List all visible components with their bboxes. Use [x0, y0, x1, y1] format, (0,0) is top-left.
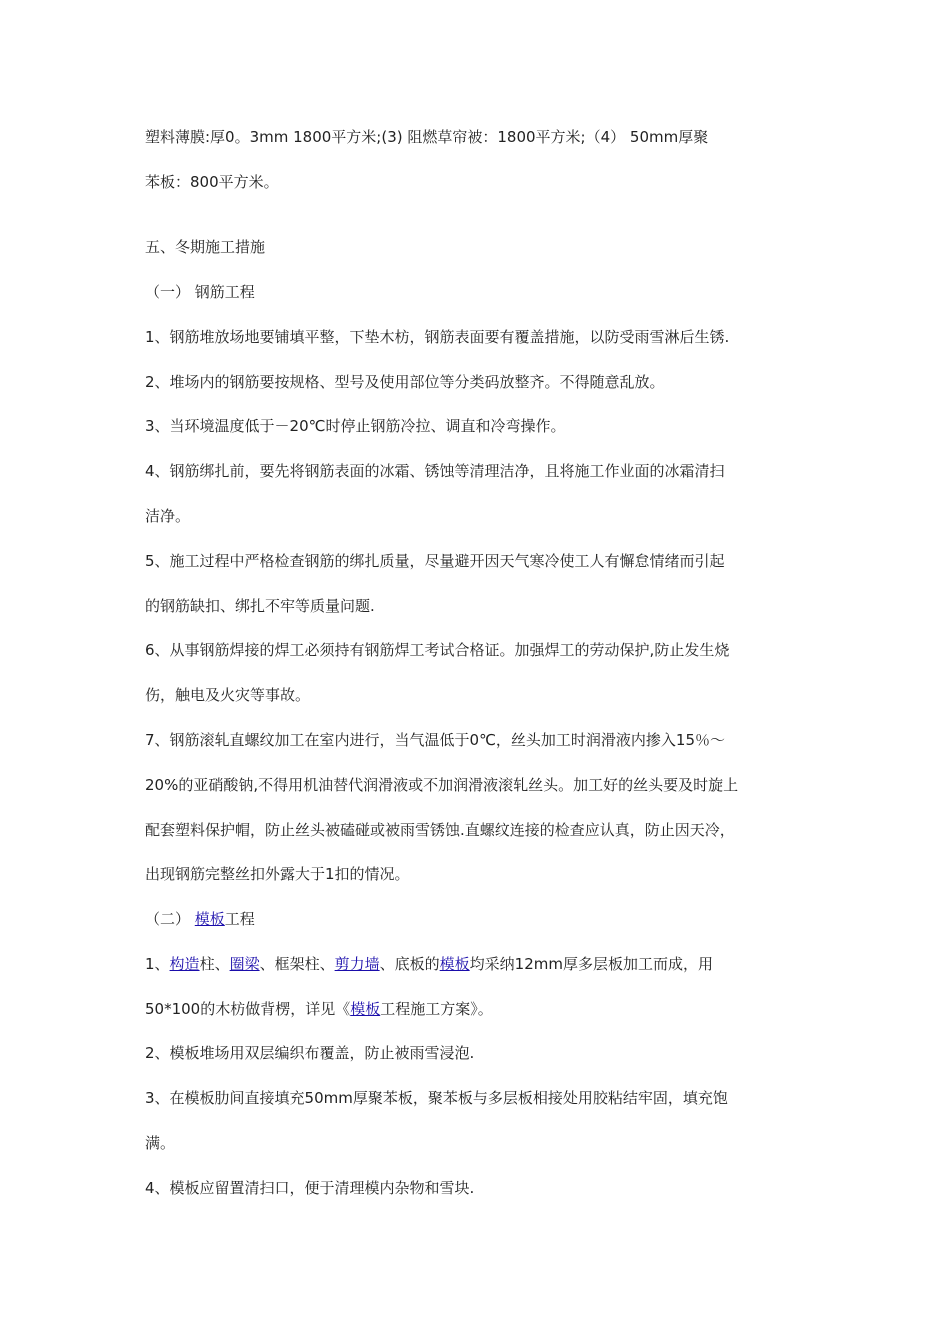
list-item-continuation: [145, 999, 493, 1019]
text-run: 50*100的木枋做背楞，详见《: [145, 1000, 351, 1018]
formwork-link[interactable]: 模板: [350, 1000, 381, 1018]
list-item-continuation: 20%的亚硝酸钠,不得用机油替代润滑液或不加润滑液滚轧丝头。加工好的丝头要及时旋上: [145, 776, 739, 794]
text-run: 、框架柱、: [259, 955, 335, 973]
list-item: 3、在模板肋间直接填充50mm厚聚苯板，聚苯板与多层板相接处用胶粘结牢固，填充饱: [145, 1089, 728, 1107]
subsection-heading: [145, 909, 255, 929]
text-run: 工程施工方案》。: [380, 1000, 493, 1018]
list-item: 2、堆场内的钢筋要按规格、型号及使用部位等分类码放整齐。不得随意乱放。: [145, 373, 665, 391]
structure-link[interactable]: 构造: [169, 955, 200, 973]
list-item: 2、模板堆场用双层编织布覆盖，防止被雨雪浸泡.: [145, 1044, 475, 1062]
ring-beam-link[interactable]: 圈梁: [229, 955, 260, 973]
text-run: 1、: [145, 955, 170, 973]
subsection-number: （二）: [145, 910, 195, 928]
text-run: 、底板的: [379, 955, 440, 973]
section-heading: 五、冬期施工措施: [145, 238, 266, 256]
list-item-continuation: 伤，触电及火灾等事故。: [145, 686, 311, 704]
list-item: [145, 954, 713, 974]
paragraph-line: 苯板：800平方米。: [145, 173, 279, 191]
list-item-continuation: 的钢筋缺扣、绑扎不牢等质量问题.: [145, 597, 375, 615]
list-item: 1、钢筋堆放场地要铺填平整，下垫木枋，钢筋表面要有覆盖措施，以防受雨雪淋后生锈.: [145, 328, 730, 346]
list-item: 5、施工过程中严格检查钢筋的绑扎质量，尽量避开因天气寒冷使工人有懈怠情绪而引起: [145, 552, 725, 570]
list-item-continuation: 配套塑料保护帽，防止丝头被磕碰或被雨雪锈蚀.直螺纹连接的检查应认真，防止因天冷，: [145, 821, 735, 839]
list-item: 7、钢筋滚轧直螺纹加工在室内进行，当气温低于0℃，丝头加工时润滑液内掺入15％～: [145, 731, 726, 749]
formwork-link[interactable]: 模板: [439, 955, 470, 973]
subsection-title-rest: 工程: [224, 910, 255, 928]
list-item: 6、从事钢筋焊接的焊工必须持有钢筋焊工考试合格证。加强焊工的劳动保护,防止发生烧: [145, 641, 730, 659]
formwork-link[interactable]: 模板: [194, 910, 225, 928]
list-item: 3、当环境温度低于－20℃时停止钢筋冷拉、调直和冷弯操作。: [145, 417, 566, 435]
text-run: 柱、: [199, 955, 230, 973]
subsection-heading: （一） 钢筋工程: [145, 283, 255, 301]
shear-wall-link[interactable]: 剪力墙: [334, 955, 380, 973]
list-item-continuation: 洁净。: [145, 507, 191, 525]
list-item-continuation: 出现钢筋完整丝扣外露大于1扣的情况。: [145, 865, 410, 883]
list-item: 4、钢筋绑扎前，要先将钢筋表面的冰霜、锈蚀等清理洁净，且将施工作业面的冰霜清扫: [145, 462, 725, 480]
list-item: 4、模板应留置清扫口，便于清理模内杂物和雪块.: [145, 1179, 475, 1197]
paragraph-line: 塑料薄膜:厚0。3mm 1800平方米;(3) 阻燃草帘被：1800平方米;（4） 50mm厚聚: [145, 128, 709, 146]
text-run: 均采纳12mm厚多层板加工而成，用: [469, 955, 713, 973]
list-item-continuation: 满。: [145, 1134, 176, 1152]
